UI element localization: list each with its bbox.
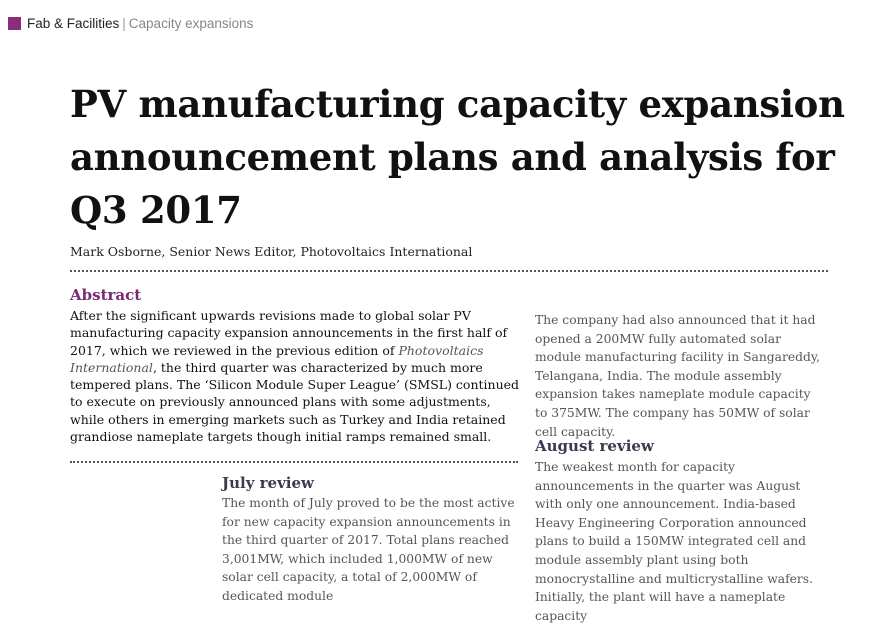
july-review-body: The month of July proved to be the most active for new capacity expansion announcements in the third quarter of 2017. Total plans reached 3,001MW, which included 1,000MW of new solar cell capacity, a total of 2,000MW of dedicated module <box>222 496 515 603</box>
section-tag <box>8 14 253 32</box>
right-column-paragraph: The company had also announced that it had opened a 200MW fully automated solar module manufacturing facility in Sangareddy, Telangana, India. The module assembly expansion takes nameplate module capacity to 375MW. The company has 50MW of solar cell capacity. <box>535 313 821 439</box>
section-category: Fab & Facilities <box>27 15 120 31</box>
author-byline: Mark Osborne, Senior News Editor, Photovoltaics International <box>70 244 473 259</box>
article-title: PV manufacturing capacity expansion announcement plans and analysis for Q3 2017 <box>70 82 845 232</box>
july-review-heading: July review <box>222 474 314 492</box>
section-color-marker <box>8 17 21 30</box>
abstract-text-before: After the significant upwards revisions made to global solar PV manufacturing capacity expansion announcements in the first half of 2017, which we reviewed in the previous edition of <box>70 308 508 358</box>
publication-name: Photovoltaics International <box>70 342 484 375</box>
abstract-heading: Abstract <box>70 286 142 304</box>
dotted-divider-abstract <box>70 461 518 463</box>
abstract-text-after: , the third quarter was characterized by much more tempered plans. The ‘Silicon Module Super League’ (SMSL) continued to execute on previously announced plans with some adjustments, while others in emerging markets such as Turkey and India retained grandiose nameplate targets though initial ramps remained small. <box>70 359 520 445</box>
august-review-body: The weakest month for capacity announcements in the quarter was August with only one announcement. India-based Heavy Engineering Corporation announced plans to build a 150MW integrated cell and module assembly plant using both monocrystalline and multicrystalline wafers. Initially, the plant will have a nameplate capacity <box>535 460 813 623</box>
section-separator: | <box>122 15 126 31</box>
august-review-heading: August review <box>535 437 654 455</box>
dotted-divider-top <box>70 270 828 272</box>
abstract-body <box>70 307 520 445</box>
section-subcategory: Capacity expansions <box>128 15 254 31</box>
